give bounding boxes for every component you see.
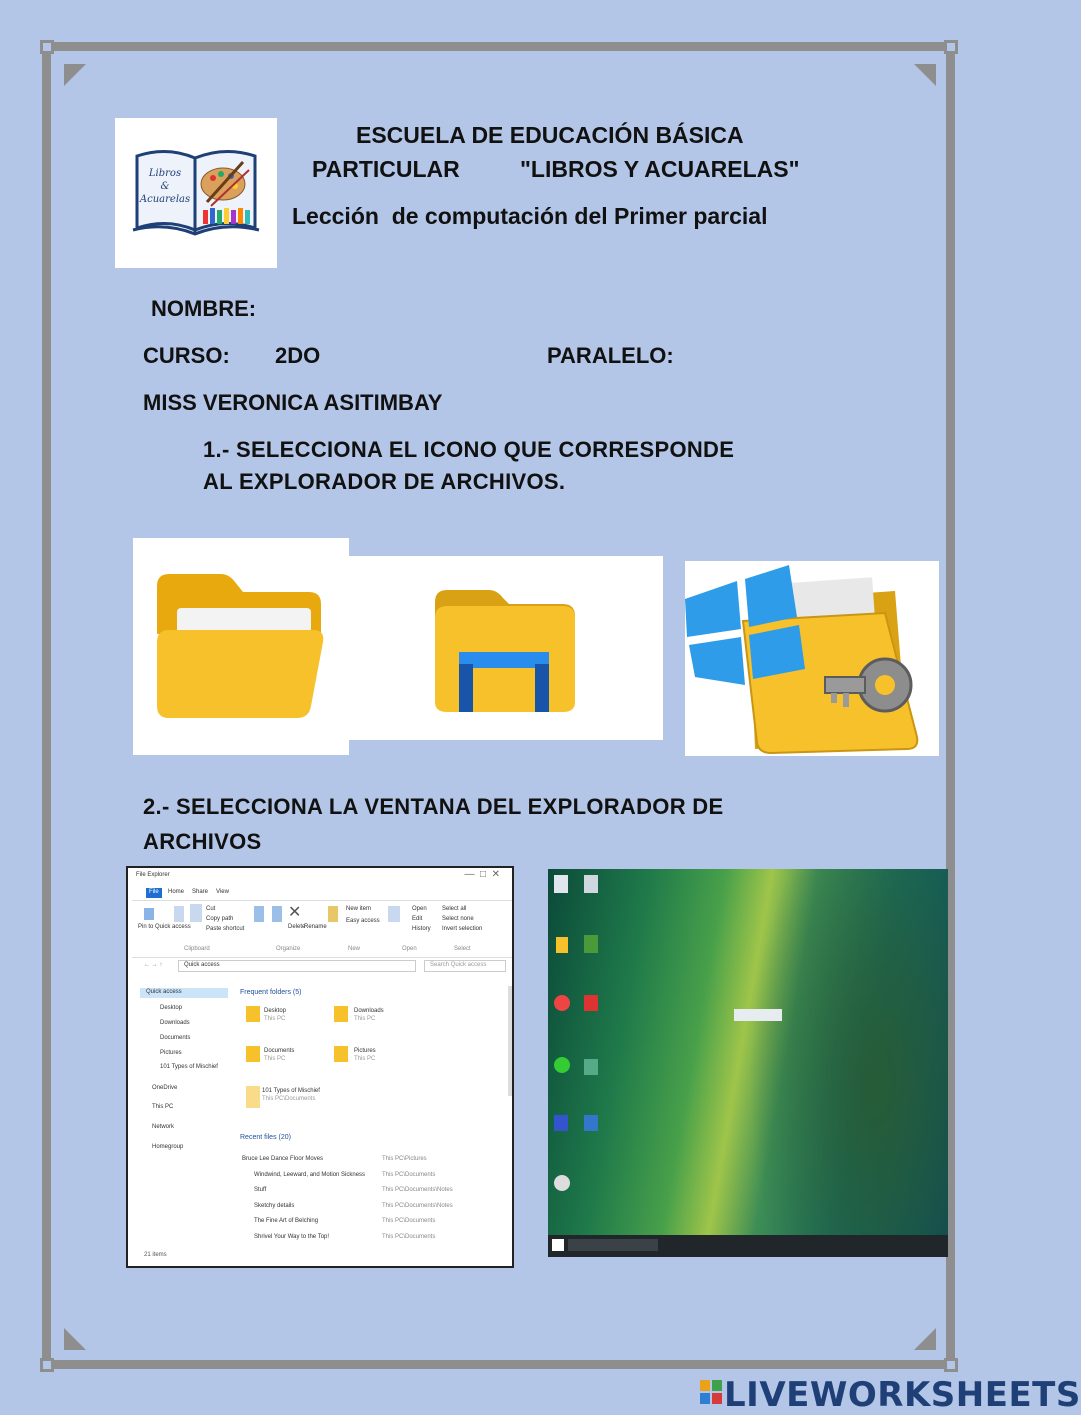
locked-folder-icon [685,561,939,756]
group-clipboard: Clipboard [184,946,210,952]
ribbon-paste-shortcut[interactable]: Paste shortcut [206,926,245,932]
recent-name[interactable]: Windwind, Leeward, and Motion Sickness [254,1172,366,1178]
folder-icon [334,1006,348,1022]
nav-pictures[interactable]: Pictures [160,1050,182,1056]
freq-downloads[interactable]: Downloads [354,1008,384,1014]
teacher-name: MISS VERONICA ASITIMBAY [143,390,443,415]
lesson-title: Lección de computación del Primer parcial [292,203,768,229]
properties-icon [388,906,400,922]
nav-documents[interactable]: Documents [160,1035,191,1041]
window-option-desktop[interactable] [548,869,948,1257]
question2-line1: 2.- SELECCIONA LA VENTANA DEL EXPLORADOR DE [143,794,724,819]
icon-option-file-explorer[interactable] [349,556,663,740]
start-icon[interactable] [552,1239,564,1251]
frame-corner-ornament [914,1328,936,1350]
question1-line2: AL EXPLORADOR DE ARCHIVOS. [203,469,566,494]
chrome-icon [554,995,570,1011]
group-organize: Organize [276,946,301,952]
paralelo-label: PARALELO: [547,343,674,368]
nav-onedrive[interactable]: OneDrive [152,1085,178,1091]
ribbon-delete[interactable]: Delete [288,924,306,930]
recent-loc: This PC\Documents [382,1218,436,1224]
nav-network[interactable]: Network [152,1124,175,1130]
frame-corner [944,40,958,54]
window-option-file-explorer[interactable] [126,866,514,1268]
recent-name[interactable]: Sketchy details [254,1203,295,1209]
taskbar-search[interactable] [568,1239,658,1251]
copy-icon [174,906,184,922]
desktop-widget [734,1009,782,1021]
app-icon [584,935,598,953]
recent-header: Recent files (20) [240,1134,291,1141]
school-name-line1: ESCUELA DE EDUCACIÓN BÁSICA [356,122,744,148]
delete-icon: ✕ [288,904,302,921]
ribbon-history[interactable]: History [412,926,431,932]
ribbon-easy-access[interactable]: Easy access [346,918,380,924]
group-open: Open [402,946,417,952]
freq-mischief-loc: This PC\Documents [262,1096,316,1102]
copyto-icon [272,906,282,922]
nav-quick-access[interactable]: Quick access [146,989,182,995]
ribbon-invert-selection[interactable]: Invert selection [442,926,483,932]
move-icon [254,906,264,922]
folder-icon [334,1046,348,1062]
app-icon [584,1115,598,1131]
frequent-header: Frequent folders (5) [240,989,302,996]
freq-downloads-loc: This PC [354,1016,376,1022]
logo-text-top: Libros [148,168,182,179]
freq-pictures[interactable]: Pictures [354,1048,376,1054]
search-placeholder: Search Quick access [430,962,487,968]
question1-line1: 1.- SELECCIONA EL ICONO QUE CORRESPONDE [203,437,735,462]
nav-downloads[interactable]: Downloads [160,1020,190,1026]
nav-desktop[interactable]: Desktop [160,1005,183,1011]
curso-value: 2DO [275,343,321,368]
recent-name[interactable]: Bruce Lee Dance Floor Moves [242,1156,324,1162]
group-new: New [348,946,361,952]
recent-loc: This PC\Pictures [382,1156,427,1162]
ribbon-rename[interactable]: Rename [304,924,327,930]
recent-loc: This PC\Documents\Notes [382,1187,453,1193]
freq-desktop-loc: This PC [264,1016,286,1022]
status-bar: 21 items [144,1252,167,1258]
folder-icon [133,538,349,755]
tab-home[interactable]: Home [168,889,185,895]
freq-documents-loc: This PC [264,1056,286,1062]
ribbon-select-none[interactable]: Select none [442,916,474,922]
recent-name[interactable]: Stuff [254,1187,267,1193]
logo-text-mid: & [160,181,170,192]
school-logo [115,118,277,268]
school-name-line2b: "LIBROS Y ACUARELAS" [520,156,800,182]
frame-corner-ornament [64,64,86,86]
explorer-title: File Explorer [136,872,170,878]
icon-option-folder[interactable] [133,538,349,755]
curso-label: CURSO: [143,343,230,368]
ribbon-select-all[interactable]: Select all [442,906,467,912]
window-controls[interactable]: — □ ✕ [464,869,500,880]
pin-icon [144,908,154,920]
freq-documents[interactable]: Documents [264,1048,295,1054]
frame-left [42,48,51,1370]
nav-mischief[interactable]: 101 Types of Mischief [160,1064,218,1070]
paste-icon [190,904,202,922]
liveworksheets-wordmark: LIVEWORKSHEETS [724,1375,1081,1415]
ribbon-open[interactable]: Open [412,906,427,912]
frame-corner [944,1358,958,1372]
nav-arrows[interactable]: ← → ↑ [144,962,163,968]
pdf-icon [584,995,598,1011]
liveworksheets-logo-icon [700,1380,722,1409]
frame-corner-ornament [914,64,936,86]
app-icon [584,1059,598,1075]
folder-icon [246,1046,260,1062]
app-icon [554,1115,568,1131]
whatsapp-icon [554,1057,570,1073]
recent-name[interactable]: The Fine Art of Belching [254,1218,319,1224]
tab-share[interactable]: Share [192,889,209,895]
recent-name[interactable]: Shrivel Your Way to the Top! [254,1234,330,1240]
ribbon-edit[interactable]: Edit [412,916,423,922]
ribbon-pin[interactable]: Pin to Quick access [138,924,191,930]
recent-loc: This PC\Documents [382,1172,436,1178]
frame-bottom [48,1360,954,1369]
freq-pictures-loc: This PC [354,1056,376,1062]
open-book-logo-icon [115,118,277,268]
app-icon [554,1175,570,1191]
file-explorer-icon [349,556,663,740]
recycle-bin-icon [554,875,568,893]
address-text: Quick access [184,962,220,968]
folder-icon [246,1086,260,1108]
nombre-label: NOMBRE: [151,296,257,321]
ribbon-new-item[interactable]: New item [346,906,372,912]
new-folder-icon [328,906,338,922]
ribbon-cut[interactable]: Cut [206,906,216,912]
icon-option-secure-folder[interactable] [685,561,939,756]
tab-view[interactable]: View [216,889,229,895]
frame-corner [40,40,54,54]
frame-corner [40,1358,54,1372]
scrollbar[interactable] [508,986,512,1096]
folder-icon [556,937,568,953]
ribbon-copy-path[interactable]: Copy path [206,916,234,922]
group-select: Select [454,946,471,952]
freq-desktop[interactable]: Desktop [264,1008,287,1014]
frame-top [48,42,954,51]
nav-this-pc[interactable]: This PC [152,1104,174,1110]
question2-line2: ARCHIVOS [143,829,262,854]
freq-mischief[interactable]: 101 Types of Mischief [262,1088,320,1094]
nav-homegroup[interactable]: Homegroup [152,1144,184,1150]
desktop-icon [584,875,598,893]
logo-text-bot: Acuarelas [139,194,191,205]
recent-loc: This PC\Documents\Notes [382,1203,453,1209]
tab-file[interactable]: File [149,889,159,895]
frame-corner-ornament [64,1328,86,1350]
recent-loc: This PC\Documents [382,1234,436,1240]
school-name-line2a: PARTICULAR [312,156,460,182]
folder-icon [246,1006,260,1022]
